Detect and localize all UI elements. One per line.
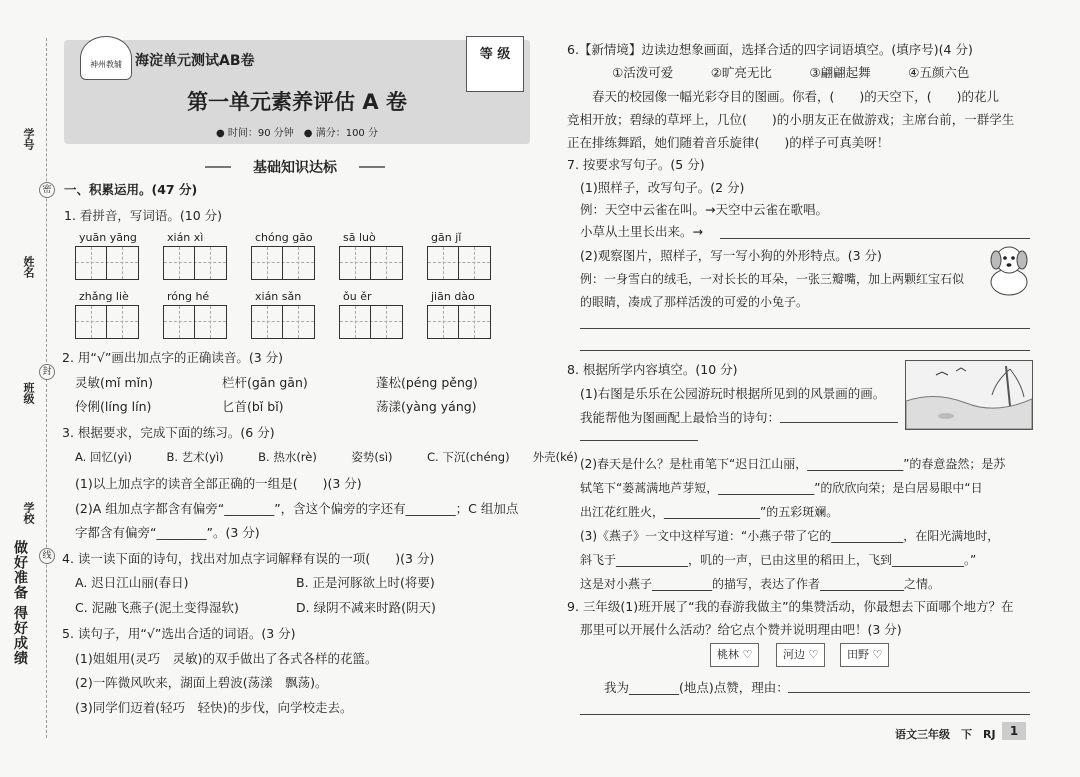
logo-text: 神州教辅 [90, 60, 122, 69]
brand-title: 海淀单元测试AB卷 [135, 53, 255, 69]
seal-circle-1: 密 [39, 182, 55, 198]
writing-grid[interactable] [75, 305, 139, 339]
answer-line[interactable] [580, 440, 698, 441]
page-title: 第一单元素养评估 A 卷 [187, 90, 407, 114]
pinyin-label: chóng gāo [255, 231, 313, 244]
slogan: 做好准备 得好成绩 [12, 540, 28, 666]
q5-item-3: (3)同学们迈着(轻巧 轻快)的步伐，向学校走去。 [75, 700, 353, 715]
writing-grid[interactable] [163, 305, 227, 339]
q7-task: 小草从土里长出来。→ [580, 224, 703, 239]
q6-passage-2: 竞相开放；碧绿的草坪上，几位( )的小朋友正在做游戏；主席台前，一群学生 [567, 112, 1015, 127]
question-1: 1. 看拼音，写词语。(10 分) [64, 208, 223, 223]
writing-grid[interactable] [163, 246, 227, 280]
q8-sub1b: 我能帮他为图画配上最恰当的诗句： [580, 410, 781, 425]
q2-item: 灵敏(mǐ mǐn) [75, 375, 153, 390]
pinyin-label: gān jǐ [431, 231, 462, 244]
answer-line[interactable] [580, 328, 1030, 329]
q8-sub3a: (3)《燕子》一文中这样写道：“小燕子带了它的____________，在阳光满地时， [580, 529, 1000, 543]
puppy-illustration [982, 240, 1034, 300]
school-label: 学校 [22, 502, 35, 524]
q2-item: 栏杆(gān gān) [222, 375, 308, 390]
footer-label: 语文三年级 下 RJ [895, 728, 996, 741]
like-tag-riverside[interactable]: 河边 ♡ [776, 643, 825, 667]
question-8: 8. 根据所学内容填空。(10 分) [567, 362, 738, 377]
answer-line[interactable] [580, 350, 1030, 351]
q8-sub2c: 出江花红胜火，________________”的五彩斑斓。 [580, 505, 839, 519]
scenery-illustration [905, 360, 1033, 430]
q8-sub2a: (2)春天是什么？是杜甫笔下“迟日江山丽，________________”的春意盎然；是苏 [580, 457, 1006, 471]
q8-sub1a: (1)右图是乐乐在公园游玩时根据所见到的风景画的画。 [580, 386, 886, 401]
q9-answer-prompt: 我为________(地点)点赞，理由： [604, 680, 789, 695]
answer-line[interactable] [720, 238, 1030, 239]
q4-option-c: C. 泥融飞燕子(泥土变得湿软) [75, 600, 239, 615]
question-4: 4. 读一读下面的诗句，找出对加点字词解释有误的一项( )(3 分) [62, 551, 435, 566]
q8-sub3c: 这是对小燕子__________的描写，表达了作者______________之情。 [580, 577, 941, 591]
q3-sub2-cont: 字都含有偏旁“________”。(3 分) [75, 525, 260, 540]
answer-line[interactable] [580, 714, 1030, 715]
question-6: 6.【新情境】边读边想象画面，选择合适的四字词语填空。(填序号)(4 分) [567, 42, 973, 57]
writing-grid[interactable] [339, 246, 403, 280]
section-banner: 基础知识达标 [215, 157, 375, 177]
q8-sub2b: 轼笔下“蒌蒿满地芦芽短，________________”的欣欣向荣；是白居易眼中“日 [580, 481, 983, 495]
like-tag-peach-grove[interactable]: 桃林 ♡ [710, 643, 759, 667]
q3-options: A. 回忆(yì) B. 艺术(yì) B. 热水(rè) 姿势(sì) C. 下沉(chéng) 外壳(ké) [75, 450, 578, 464]
writing-grid[interactable] [251, 246, 315, 280]
grade-label: 等 级 [479, 47, 511, 62]
q6-passage-1: 春天的校园像一幅光彩夺目的图画。你看，( )的天空下，( )的花儿 [567, 89, 1000, 104]
q2-item: 蓬松(péng pěng) [376, 375, 478, 390]
pinyin-label: ǒu ěr [343, 290, 372, 303]
publisher-logo [80, 36, 132, 80]
class-label: 班级 [22, 382, 35, 404]
pinyin-label: xián sǎn [255, 290, 302, 303]
like-tag-fields[interactable]: 田野 ♡ [840, 643, 889, 667]
seal-circle-2: 封 [39, 364, 55, 380]
q5-item-2: (2)一阵微风吹来，湖面上碧波(荡漾 飘荡)。 [75, 675, 328, 690]
q2-item: 伶俐(líng lín) [75, 399, 152, 414]
question-5: 5. 读句子，用“√”选出合适的词语。(3 分) [62, 626, 296, 641]
question-3: 3. 根据要求，完成下面的练习。(6 分) [62, 425, 275, 440]
answer-line[interactable] [780, 422, 898, 423]
q8-sub3b: 斜飞于____________，叽的一声，已由这里的稻田上，飞到____________。” [580, 553, 977, 567]
pinyin-label: sā luò [343, 231, 376, 244]
question-2: 2. 用“√”画出加点字的正确读音。(3 分) [62, 350, 283, 365]
pinyin-label: xián xì [167, 231, 204, 244]
pinyin-label: róng hé [167, 290, 210, 303]
student-id-label: 学号 [22, 128, 35, 150]
exam-meta: ● 时间：90 分钟 ● 满分：100 分 [216, 128, 378, 139]
q2-item: 荡漾(yàng yáng) [376, 399, 477, 414]
q7-sub2: (2)观察图片，照样子，写一写小狗的外形特点。(3 分) [580, 248, 882, 263]
q2-item: 匕首(bǐ bǐ) [222, 399, 284, 414]
question-7: 7. 按要求写句子。(5 分) [567, 157, 705, 172]
writing-grid[interactable] [427, 305, 491, 339]
q6-passage-3: 正在排练舞蹈，她们随着音乐旋律( )的样子可真美呀！ [567, 135, 890, 150]
pinyin-label: jiān dào [431, 290, 475, 303]
grade-box [466, 36, 524, 92]
page-number: 1 [1002, 722, 1026, 740]
writing-grid[interactable] [75, 246, 139, 280]
pinyin-label: zhǎng liè [79, 290, 129, 303]
writing-grid[interactable] [339, 305, 403, 339]
q7-example2a: 例：一身雪白的绒毛，一对长长的耳朵，一张三瓣嘴，加上两颗红宝石似 [580, 272, 965, 286]
question-9: 9. 三年级(1)班开展了“我的春游我做主”的集赞活动，你最想去下面哪个地方？在 [567, 599, 1014, 614]
q4-option-a: A. 迟日江山丽(春日) [75, 575, 189, 590]
seal-line [46, 38, 47, 738]
q5-item-1: (1)姐姐用(灵巧 灵敏)的双手做出了各式各样的花篮。 [75, 651, 378, 666]
q4-option-d: D. 绿阴不减来时路(阴天) [296, 600, 436, 615]
seal-circle-3: 线 [39, 548, 55, 564]
q7-example2b: 的眼睛，凑成了那样活泼的可爱的小兔子。 [580, 295, 809, 309]
answer-line[interactable] [788, 692, 1030, 693]
q4-option-b: B. 正是河豚欲上时(将要) [296, 575, 435, 590]
q7-sub1: (1)照样子，改写句子。(2 分) [580, 180, 745, 195]
name-label: 姓名 [22, 256, 35, 278]
part-heading: 一、积累运用。(47 分) [64, 182, 198, 197]
question-9-cont: 那里可以开展什么活动？给它点个赞并说明理由吧！(3 分) [580, 622, 902, 637]
pinyin-label: yuān yāng [79, 231, 137, 244]
q3-sub1: (1)以上加点字的读音全部正确的一组是( )(3 分) [75, 476, 362, 491]
q7-example: 例：天空中云雀在叫。→天空中云雀在歌唱。 [580, 202, 828, 217]
writing-grid[interactable] [427, 246, 491, 280]
q6-options: ①活泼可爱 ②旷亮无比 ③翩翩起舞 ④五颜六色 [612, 65, 970, 80]
q3-sub2: (2)A 组加点字都含有偏旁“________”，含这个偏旁的字还有________；C 组加点 [75, 501, 519, 516]
writing-grid[interactable] [251, 305, 315, 339]
binding-strip [0, 0, 62, 777]
